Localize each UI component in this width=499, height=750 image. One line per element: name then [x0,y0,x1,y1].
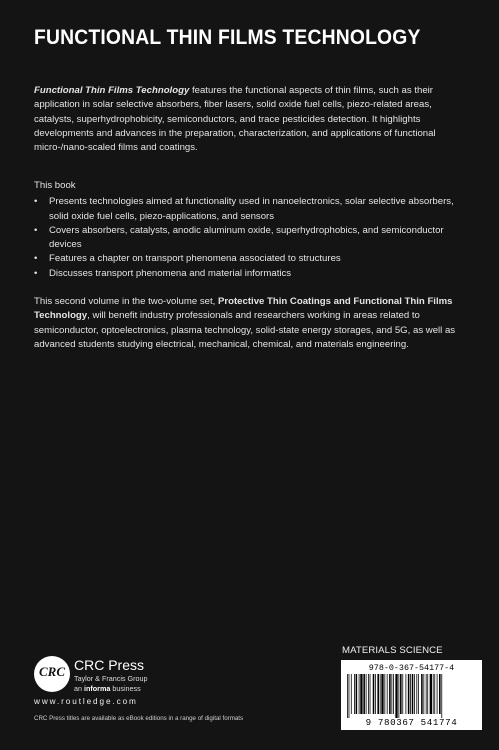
informa-brand: informa [84,684,111,693]
list-item [34,267,466,281]
barcode-bar [360,674,362,714]
list-item [34,252,466,266]
barcode-bar [408,674,410,714]
barcode-bar [359,674,360,714]
crc-logo-mark: CRC [38,664,65,679]
features-heading: This book [34,180,76,191]
barcode-bar [384,674,385,714]
bullet-icon: • [34,253,38,265]
publisher-group: Taylor & Francis Group [74,674,148,683]
book-features [34,179,466,281]
book-title: FUNCTIONAL THIN FILMS TECHNOLOGY [34,26,421,49]
barcode-bar [423,674,424,714]
barcode-bar [354,674,355,714]
bullet-icon: • [34,196,38,208]
barcode-bar [356,674,358,714]
list-item [34,195,466,224]
barcode-bar [441,674,442,718]
features-list [34,195,466,281]
ean-digits: 9 780367 541774 [365,717,458,728]
barcode-bar [373,674,375,714]
series-paragraph [34,295,466,352]
barcode-bar [427,674,428,714]
series-title: Protective Thin Coatings and Functional Thin Films Technology [34,296,453,322]
barcode-bar [349,674,350,718]
barcode-bar [412,674,414,714]
isbn-barcode [341,660,482,730]
barcode-bar [395,674,397,718]
barcode-bar [381,674,383,714]
barcode-bar [380,674,381,714]
isbn-number: 978-0-367-54177-4 [368,663,455,673]
intro-paragraph [34,84,466,155]
barcode-bar [351,674,352,714]
barcode-bar [377,674,379,714]
list-item-text: Features a chapter on transport phenomena associated to structures [49,253,341,265]
barcode-bar [437,674,438,714]
series-text-after: , will benefit industry professionals and researchers working in areas related to semiconductor, optoelectronics, plasma technology, solid-state energy storages, and 5G, as well as advanced students studying electrical, mechanical, chemical, and materials engineering. [34,310,456,350]
business-suffix: business [110,684,141,693]
barcode-bar [391,674,392,714]
publisher-website: www.routledge.com [34,697,138,706]
list-item-text: Discusses transport phenomena and material informatics [49,267,292,279]
barcode-bar [368,674,369,714]
list-item [34,224,466,253]
series-text-before: This second volume in the two-volume set, [34,296,218,307]
barcode-bar [389,674,391,714]
barcode-bar [347,674,348,718]
business-prefix: an [74,684,84,693]
barcode-bar [375,674,376,714]
intro-lead-title: Functional Thin Films Technology [34,85,190,96]
barcode-bar [393,674,394,714]
barcode-icon [345,674,478,718]
barcode-bar [406,674,407,714]
subject-category: MATERIALS SCIENCE [342,645,443,656]
list-item-text: Covers absorbers, catalysts, anodic aluminum oxide, superhydrophobics, and semiconductor devices [49,224,444,251]
intro-text: features the functional aspects of thin films, such as their application in solar selective absorbers, fiber lasers, solid oxide fuel cells, piezo-related areas, catalysts, superhydrophobicity, semiconductors, and trace pesticides detection. It highlights developments and advances in the preparation, characterization, and applications of functional micro-/nano-scaled films and coatings. [34,85,436,154]
ebook-availability-note: CRC Press titles are available as eBook editions in a range of digital formats [34,715,244,722]
bullet-icon: • [34,267,38,279]
list-item-text: Presents technologies aimed at functionality used in nanoelectronics, solar selective absorbers, solid oxide fuel cells, piezo-applications, and sensors [49,196,454,222]
crc-press-logo [34,656,70,692]
barcode-bar [410,674,411,714]
barcode-bar [363,674,365,714]
barcode-bar [366,674,367,714]
bullet-icon: • [34,224,38,236]
barcode-bar [398,674,399,718]
barcode-bar [370,674,371,714]
publisher-business-line [74,684,141,693]
barcode-bar [418,674,419,714]
publisher-name: CRC Press [74,657,145,673]
barcode-bar [433,674,434,714]
barcode-bar [430,674,432,714]
barcode-bar [421,674,423,714]
barcode-bar [426,674,427,714]
barcode-bar [416,674,417,714]
barcode-bar [439,674,441,714]
barcode-bar [387,674,388,714]
barcode-bar [434,674,435,714]
barcode-bar [414,674,415,714]
barcode-bar [402,674,403,714]
barcode-bar [400,674,402,714]
